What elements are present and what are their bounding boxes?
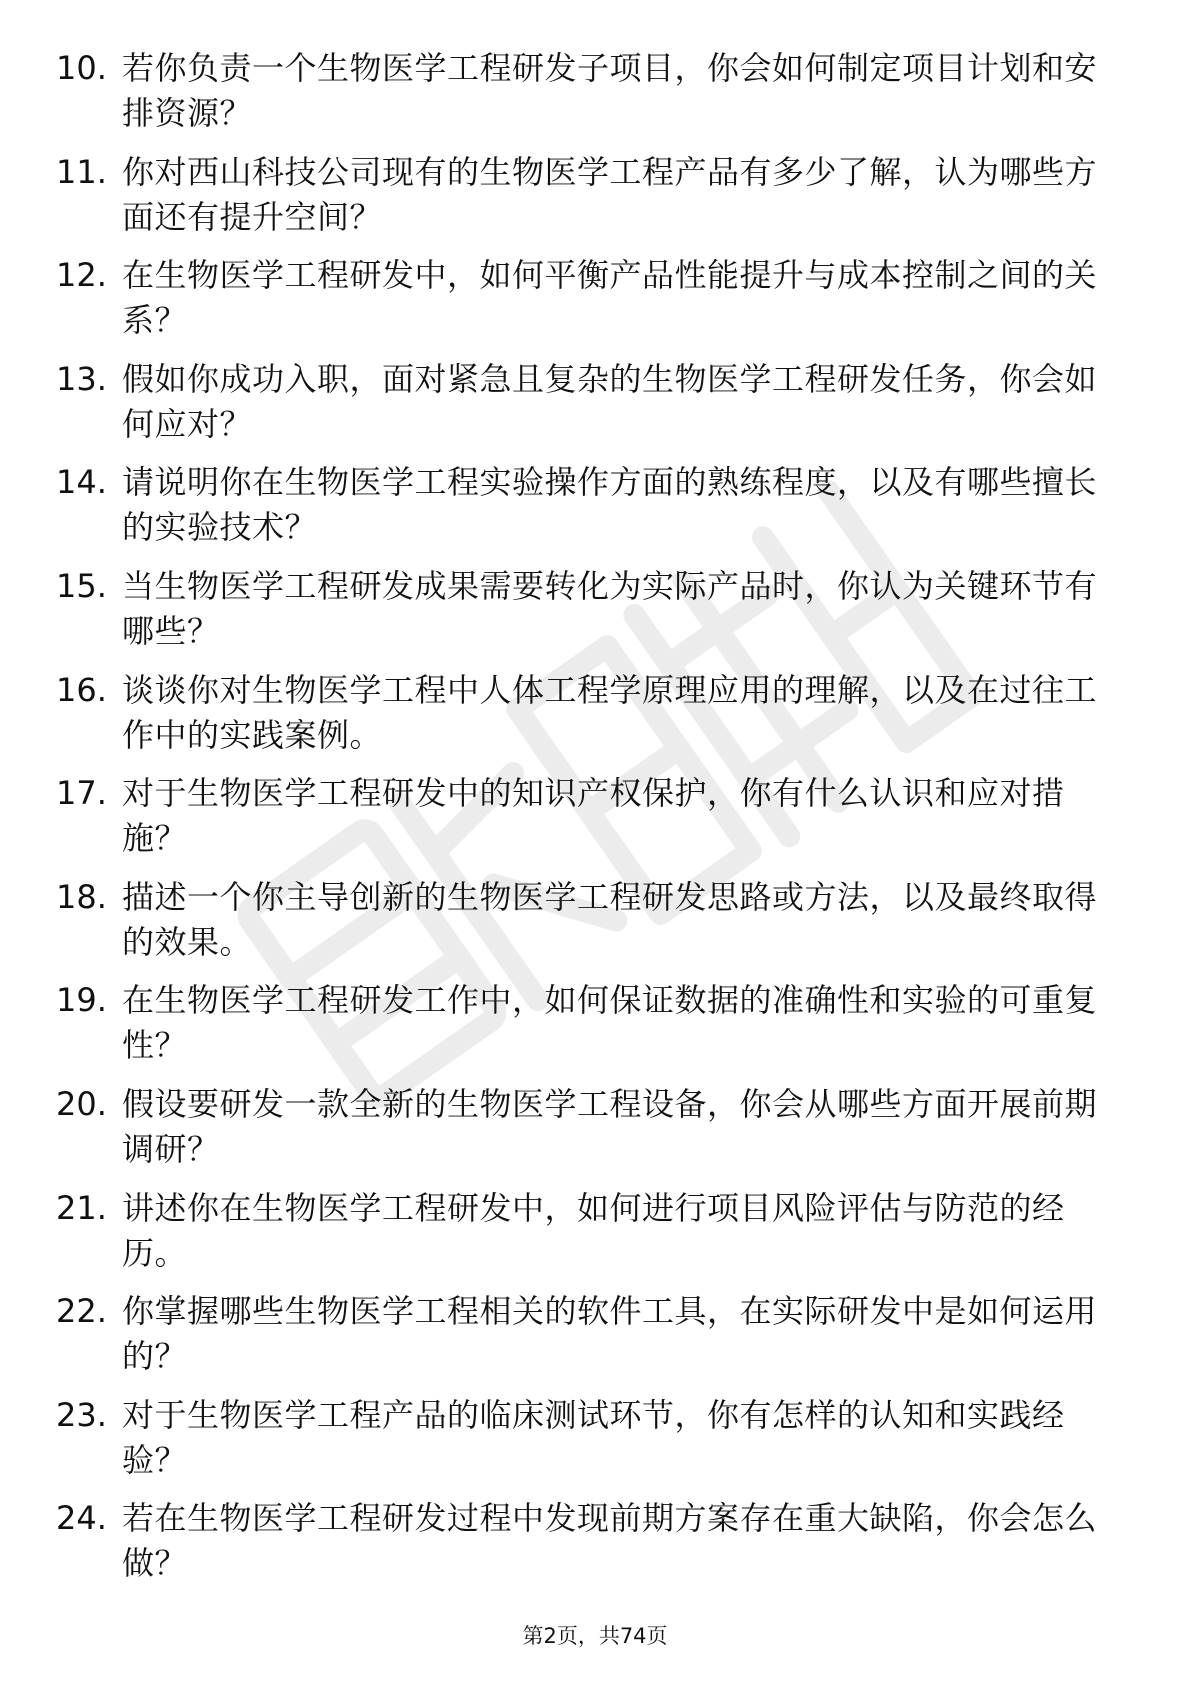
question-number: 16. <box>56 670 107 709</box>
question-text: 你对西山科技公司现有的生物医学工程产品有多少了解，认为哪些方面还有提升空间？ <box>122 152 1098 236</box>
question-text: 请说明你在生物医学工程实验操作方面的熟练程度，以及有哪些擅长的实验技术？ <box>122 463 1098 547</box>
question-item <box>56 460 1116 564</box>
question-item <box>56 253 1116 357</box>
question-text: 若你负责一个生物医学工程研发子项目，你会如何制定项目计划和安排资源？ <box>122 49 1098 132</box>
question-text: 在生物医学工程研发工作中，如何保证数据的准确性和实验的可重复性？ <box>122 981 1098 1065</box>
question-number: 13. <box>56 359 107 398</box>
question-text: 对于生物医学工程研发中的知识产权保护，你有什么认识和应对措施？ <box>122 774 1065 858</box>
question-number: 12. <box>56 256 107 295</box>
question-text: 当生物医学工程研发成果需要转化为实际产品时，你认为关键环节有哪些？ <box>122 566 1098 650</box>
question-item <box>56 1393 1116 1497</box>
question-number: 20. <box>56 1084 107 1123</box>
question-item <box>56 357 1116 461</box>
question-item <box>56 564 1116 668</box>
question-text: 讲述你在生物医学工程研发中，如何进行项目风险评估与防范的经历。 <box>122 1188 1065 1272</box>
question-number: 17. <box>56 774 107 813</box>
question-item <box>56 1082 1116 1186</box>
question-number: 11. <box>56 152 107 191</box>
question-item <box>56 46 1116 150</box>
question-number: 14. <box>56 463 107 502</box>
page-footer: 第2页，共74页 <box>522 1624 668 1648</box>
question-text: 假如你成功入职，面对紧急且复杂的生物医学工程研发任务，你会如何应对？ <box>122 359 1098 443</box>
question-text: 假设要研发一款全新的生物医学工程设备，你会从哪些方面开展前期调研？ <box>122 1084 1098 1168</box>
question-item <box>56 978 1116 1082</box>
question-number: 24. <box>56 1499 107 1538</box>
question-item <box>56 1289 1116 1393</box>
question-text: 谈谈你对生物医学工程中人体工程学原理应用的理解，以及在过往工作中的实践案例。 <box>122 670 1098 754</box>
question-number: 15. <box>56 566 107 605</box>
question-number: 21. <box>56 1188 107 1227</box>
question-number: 19. <box>56 981 107 1020</box>
question-list <box>56 46 1116 1600</box>
question-item <box>56 771 1116 875</box>
question-text: 若在生物医学工程研发过程中发现前期方案存在重大缺陷，你会怎么做？ <box>122 1499 1098 1583</box>
question-item <box>56 1186 1116 1290</box>
question-number: 23. <box>56 1395 107 1434</box>
question-number: 18. <box>56 877 107 916</box>
question-text: 描述一个你主导创新的生物医学工程研发思路或方法，以及最终取得的效果。 <box>122 877 1098 961</box>
question-item <box>56 668 1116 772</box>
question-number: 22. <box>56 1292 107 1331</box>
question-item <box>56 1496 1116 1600</box>
question-number: 10. <box>56 49 107 87</box>
question-text: 对于生物医学工程产品的临床测试环节，你有怎样的认知和实践经验？ <box>122 1395 1065 1479</box>
question-item <box>56 875 1116 979</box>
question-text: 你掌握哪些生物医学工程相关的软件工具，在实际研发中是如何运用的？ <box>122 1292 1098 1376</box>
question-text: 在生物医学工程研发中，如何平衡产品性能提升与成本控制之间的关系？ <box>122 256 1098 340</box>
question-item <box>56 150 1116 254</box>
